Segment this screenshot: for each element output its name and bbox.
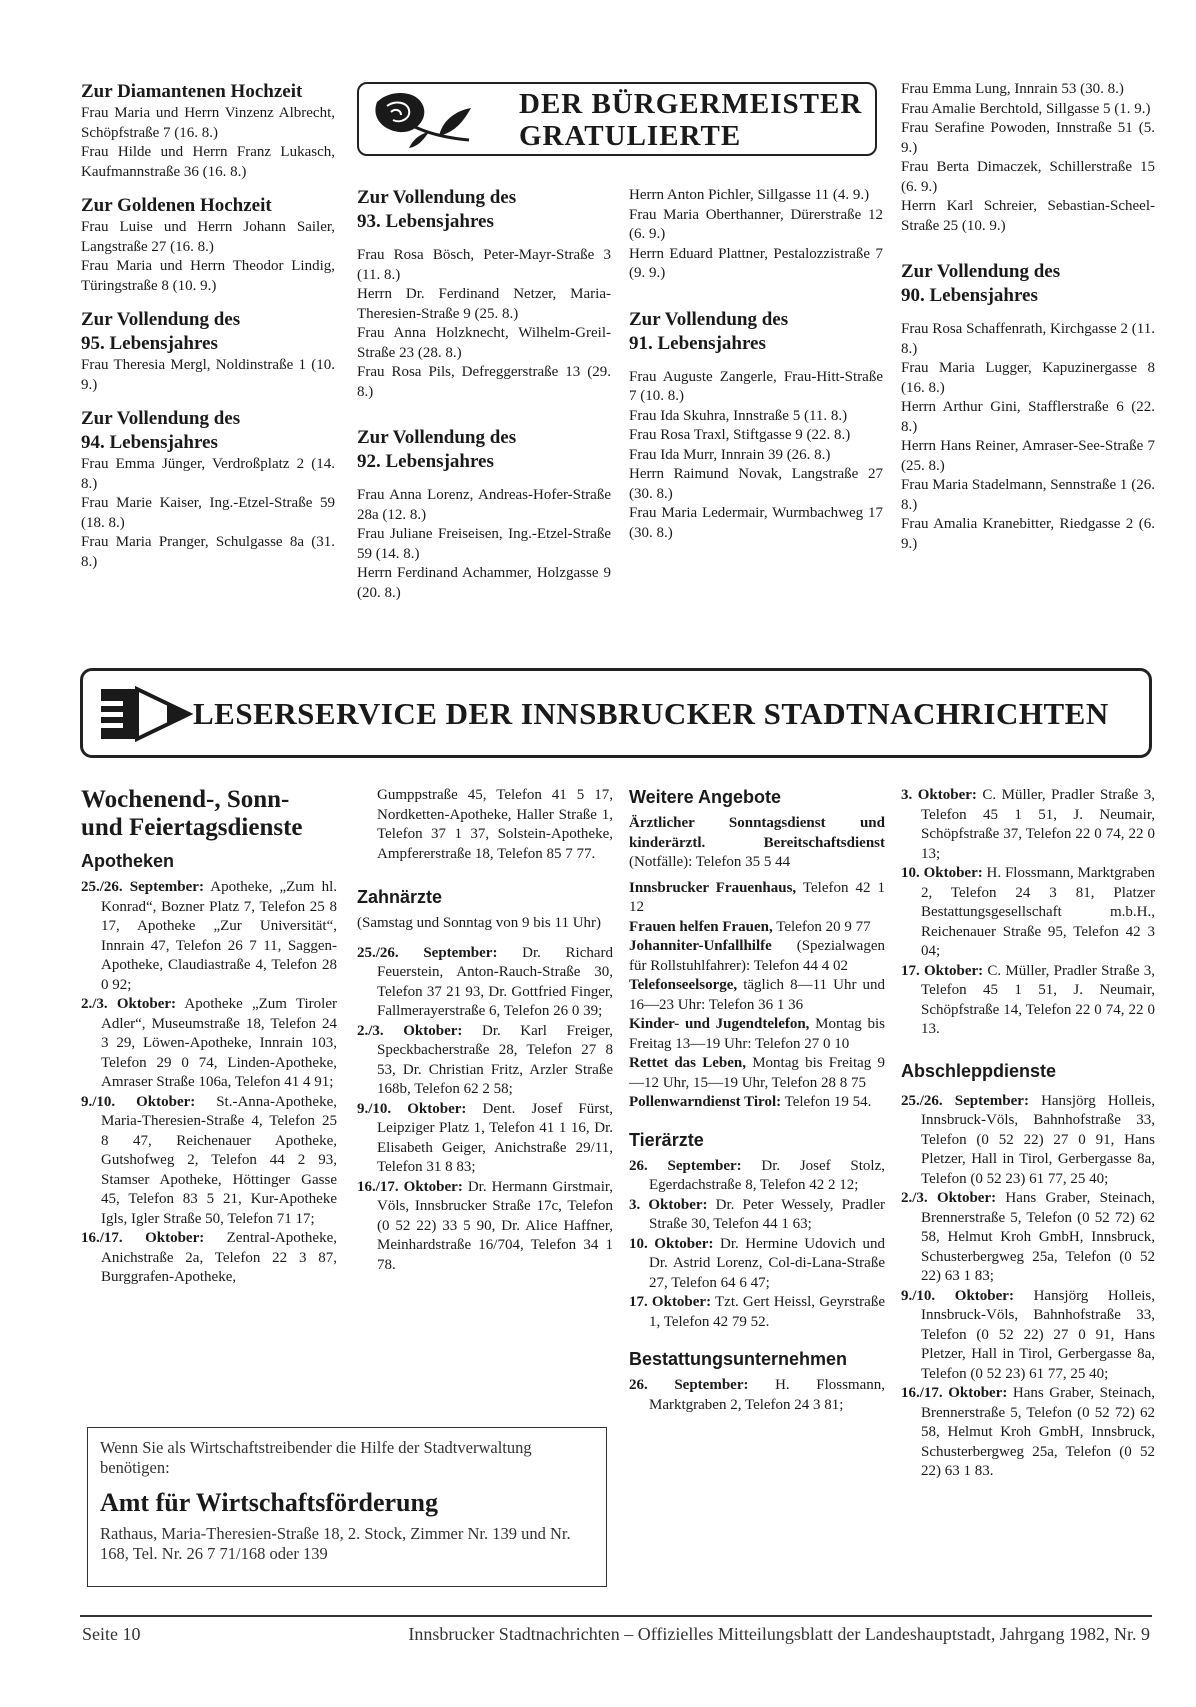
entry-text: Hansjörg Holleis, Innsbruck-Völs, Bahnhofstraße 33, Telefon (0 52 22) 27 0 91, Hans Pletzer, Hall in Tirol, Gerbergasse 8a, Telefon (0 52 23) 61 77, 25 40;	[921, 1092, 1155, 1187]
list-item: Frau Maria Stadelmann, Sennstraße 1 (26. 8.)	[901, 477, 1155, 513]
entry-text: Dr. Richard Feuerstein, Anton-Rauch-Straße 30, Telefon 37 21 93, Dr. Gottfried Finger, Fallmerayerstraße 6, Telefon 26 0 39;	[377, 944, 614, 1019]
date-label: 10. Oktober:	[901, 865, 983, 881]
date-label: 25./26. September:	[357, 944, 498, 961]
list-item	[81, 1229, 337, 1288]
entry-text: Hans Graber, Steinach, Brennerstraße 5, Telefon (0 52 72) 62 58, Helmut Kroh GmbH, Innsbruck, Schusterbergweg 25a, Telefon (0 52 22) 63 1 83;	[921, 1190, 1156, 1284]
section-heading: Zur Vollendung des	[81, 309, 241, 330]
item-label: Telefonseelsorge,	[629, 977, 738, 993]
list-item: Frau Maria und Herrn Vinzenz Albrecht, Schöpfstraße 7 (16. 8.)	[81, 105, 335, 141]
list-item	[901, 786, 1155, 864]
list-item: Frau Maria Pranger, Schulgasse 8a (31. 8.)	[81, 534, 335, 570]
list-item	[81, 995, 337, 1093]
leserservice-banner	[80, 668, 1152, 758]
service-column-3	[629, 786, 885, 1415]
list-item	[629, 1376, 885, 1415]
list-item: Frau Ida Skuhra, Innstraße 5 (11. 8.)	[629, 407, 848, 424]
list-item: Frau Luise und Herrn Johann Sailer, Langstraße 27 (16. 8.)	[81, 219, 335, 255]
list-item: Frau Marie Kaiser, Ing.-Etzel-Straße 59 (18. 8.)	[81, 495, 335, 531]
title-line-2: GRATULIERTE	[519, 120, 742, 152]
date-label: 26. September:	[629, 1377, 749, 1393]
entry-text: Tzt. Gert Heissl, Geyrstraße 1, Telefon 42 79 52.	[649, 1294, 885, 1330]
entry-text: Apotheke „Zum Tiroler Adler“, Museumstraße 18, Telefon 24 3 29, Löwen-Apotheke, Innrain 103, Telefon 29 0 74, Linden-Apotheke, Amraser Straße 106a, Telefon 41 4 91;	[101, 996, 338, 1090]
date-label: 9./10. Oktober:	[901, 1287, 1014, 1304]
list-item	[629, 1196, 885, 1235]
list-item: Frau Emma Jünger, Verdroßplatz 2 (14. 8.)	[81, 456, 335, 492]
date-label: 9./10. Oktober:	[81, 1093, 196, 1110]
date-label: 25./26. September:	[901, 1092, 1029, 1109]
list-item: Herrn Eduard Plattner, Pestalozzistraße 7 (9. 9.)	[629, 245, 883, 281]
entry-text: H. Flossmann, Marktgraben 2, Telefon 24 3 81, Platzer Bestattungsgesellschaft m.b.H., Reichenauer Straße 95, Telefon 42 3 04;	[921, 865, 1155, 959]
list-item	[81, 878, 337, 995]
list-item: Frau Amalia Kranebitter, Riedgasse 2 (6. 9.)	[901, 516, 1155, 552]
section-heading: Zur Vollendung des	[901, 261, 1061, 282]
list-item: Herrn Raimund Novak, Langstraße 27 (30. 8.)	[629, 466, 883, 502]
entry-text: Dr. Josef Stolz, Egerdachstraße 8, Telefon 42 2 12;	[649, 1157, 885, 1193]
section-title	[81, 786, 337, 842]
entry-text: H. Flossmann, Marktgraben 2, Telefon 24 3 81;	[649, 1377, 885, 1413]
service-column-2	[357, 786, 613, 1275]
entry-text: Telefon 19 54.	[781, 1094, 872, 1110]
entry-text: Dent. Josef Fürst, Leipziger Platz 1, Telefon 41 1 16, Dr. Elisabeth Geiger, Anichstraße 29/11, Telefon 31 8 83;	[377, 1100, 614, 1175]
entry-text: (Notfälle): Telefon 35 5 44	[629, 854, 791, 870]
gratulation-title-box	[357, 82, 877, 160]
subsection-heading: Weitere Angebote	[629, 787, 782, 807]
note: (Samstag und Sonntag von 9 bis 11 Uhr)	[357, 915, 602, 931]
section-heading: Zur Diamantenen Hochzeit	[81, 81, 303, 102]
entry-text: täglich 8—11 Uhr und 16—23 Uhr: Telefon 36 1 36	[629, 977, 885, 1013]
list-item	[901, 1092, 1155, 1190]
column-2	[357, 186, 611, 603]
list-item	[357, 1022, 613, 1100]
box-address: Rathaus, Maria-Theresien-Straße 18, 2. Stock, Zimmer Nr. 139 und Nr. 168, Tel. Nr. 26 7 71/168 oder 139	[100, 1524, 571, 1563]
item-label: Rettet das Leben,	[629, 1055, 746, 1071]
date-label: 2./3. Oktober:	[901, 1190, 997, 1206]
list-item	[357, 1178, 613, 1276]
entry-text: Dr. Karl Freiger, Speckbacherstraße 28, Telefon 27 8 53, Dr. Christian Fritz, Arzler Straße 168b, Telefon 62 2 58;	[377, 1022, 613, 1097]
list-item: Herrn Ferdinand Achammer, Holzgasse 9 (20. 8.)	[357, 565, 611, 601]
section-heading: Zur Vollendung des	[629, 308, 789, 330]
date-label: 10. Oktober:	[629, 1235, 714, 1252]
list-item: Frau Anna Holzknecht, Wilhelm-Greil-Straße 23 (28. 8.)	[357, 325, 611, 361]
entry-text: Dr. Hermann Girstmair, Völs, Innsbrucker Straße 17c, Telefon (0 52 22) 33 5 90, Dr. Alice Haffner, Meinhardstraße 16/704, Telefon 34 1 78.	[377, 1178, 614, 1273]
box-title: Amt für Wirtschaftsförderung	[100, 1488, 438, 1517]
list-item: Herrn Karl Schreier, Sebastian-Scheel-Straße 25 (10. 9.)	[901, 198, 1155, 234]
item-label: Innsbrucker Frauenhaus,	[629, 879, 797, 896]
banner-title: LESERSERVICE DER INNSBRUCKER STADTNACHRICHTEN	[193, 696, 1109, 731]
list-item: Frau Emma Lung, Innrain 53 (30. 8.)	[901, 81, 1124, 97]
list-item: Frau Maria und Herrn Theodor Lindig, Türingstraße 8 (10. 9.)	[81, 258, 335, 294]
list-item	[357, 944, 613, 1022]
list-item: Frau Theresia Mergl, Noldinstraße 1 (10. 9.)	[81, 357, 335, 393]
list-item: Herrn Anton Pichler, Sillgasse 11 (4. 9.)	[629, 187, 870, 203]
date-label: 3. Oktober:	[901, 787, 977, 803]
date-label: 9./10. Oktober:	[357, 1100, 467, 1117]
list-item	[629, 814, 885, 873]
box-intro: Wenn Sie als Wirtschaftstreibender die Hilfe der Stadtverwaltung benötigen:	[100, 1438, 532, 1477]
subsection-heading: Tierärzte	[629, 1129, 704, 1150]
list-item	[629, 937, 885, 976]
entry-text: C. Müller, Pradler Straße 3, Telefon 45 1 51, J. Neumair, Schöpfstraße 37, Telefon 22 0 74, 22 0 13;	[921, 787, 1155, 862]
section-heading: 91. Lebensjahres	[629, 332, 766, 354]
item-label: Johanniter-Unfallhilfe	[629, 938, 772, 954]
list-item: Frau Rosa Traxl, Stiftgasse 9 (22. 8.)	[629, 427, 851, 443]
pencil-logo-icon	[97, 683, 193, 745]
entry-text: Telefon 20 9 77	[772, 918, 871, 935]
date-label: 25./26. September:	[81, 879, 204, 895]
item-label: Pollenwarndienst Tirol:	[629, 1094, 782, 1110]
date-label: 16./17. Oktober:	[357, 1178, 463, 1195]
list-item: Frau Serafine Powoden, Innstraße 51 (5. 9.)	[901, 120, 1155, 156]
list-item	[629, 1093, 885, 1113]
list-item: Frau Rosa Pils, Defreggerstraße 13 (29. 8.)	[357, 364, 611, 400]
list-item: Herrn Hans Reiner, Amraser-See-Straße 7 (25. 8.)	[901, 438, 1155, 474]
entry-text: Montag bis Freitag 13—19 Uhr: Telefon 27 0 10	[629, 1016, 885, 1052]
list-item: Frau Berta Dimaczek, Schillerstraße 15 (6. 9.)	[901, 159, 1155, 195]
section-heading: 90. Lebensjahres	[901, 285, 1038, 306]
date-label: 26. September:	[629, 1157, 742, 1174]
subsection-heading: Bestattungsunternehmen	[629, 1349, 848, 1369]
item-label: Frauen helfen Frauen,	[629, 918, 773, 935]
list-item	[629, 1235, 885, 1294]
list-item	[901, 1189, 1155, 1287]
date-label: 16./17. Oktober:	[81, 1230, 205, 1246]
section-heading: 95. Lebensjahres	[81, 333, 218, 354]
list-item: Frau Juliane Freiseisen, Ing.-Etzel-Straße 59 (14. 8.)	[357, 526, 611, 562]
title-line-1: DER BÜRGERMEISTER	[519, 88, 863, 120]
entry-text: Apotheke, „Zum hl. Konrad“, Bozner Platz 7, Telefon 25 8 17, Apotheke „Zur Universität“, Innrain 47, Telefon 26 7 11, Saggen-Apotheke, Claudiastraße 4, Telefon 28 0 92;	[101, 879, 337, 993]
list-item: Frau Rosa Bösch, Peter-Mayr-Straße 3 (11. 8.)	[357, 247, 611, 283]
list-item	[901, 864, 1155, 962]
date-label: 17. Oktober:	[629, 1294, 712, 1310]
entry-text: St.-Anna-Apotheke, Maria-Theresien-Straße 4, Telefon 25 8 47, Reichenauer Apotheke, Gutshofweg 2, Telefon 44 2 93, Stamser Apotheke, Höttinger Gasse 45, Telefon 83 5 21, Kur-Apotheke Igls, Igler Straße 50, Telefon 71 17;	[101, 1093, 338, 1227]
list-item: Frau Amalie Berchtold, Sillgasse 5 (1. 9.)	[901, 100, 1151, 117]
list-item: Frau Anna Lorenz, Andreas-Hofer-Straße 28a (12. 8.)	[357, 487, 611, 523]
title-line: Wochenend-, Sonn-	[81, 786, 290, 813]
list-item: Frau Hilde und Herrn Franz Lukasch, Kaufmannstraße 36 (16. 8.)	[81, 144, 335, 180]
item-label: Ärztlicher Sonntagsdienst und kinderärztl. Bereitschaftsdienst	[629, 815, 885, 851]
publication-line: Innsbrucker Stadtnachrichten – Offizielles Mitteilungsblatt der Landeshauptstadt, Jahrgang 1982, Nr. 9	[408, 1624, 1150, 1644]
date-label: 3. Oktober:	[629, 1196, 708, 1213]
list-item	[629, 1054, 885, 1093]
section-heading: Zur Vollendung des	[81, 408, 241, 429]
section-heading: 92. Lebensjahres	[357, 451, 494, 472]
page-number: Seite 10	[82, 1624, 141, 1644]
list-item	[357, 1100, 613, 1178]
list-item: Frau Maria Lugger, Kapuzinergasse 8 (16. 8.)	[901, 360, 1155, 396]
list-item	[629, 1015, 885, 1054]
date-label: 16./17. Oktober:	[901, 1385, 1008, 1401]
entry-text: (Spezialwagen für Rollstuhlfahrer): Telefon 44 4 02	[629, 938, 885, 974]
list-item: Herrn Dr. Ferdinand Netzer, Maria-Theresien-Straße 9 (25. 8.)	[357, 286, 611, 322]
entry-text: Hans Graber, Steinach, Brennerstraße 5, Telefon (0 52 72) 62 58, Helmut Kroh GmbH, Innsbruck, Schusterbergweg 25a, Telefon (0 52 22) 63 1 83.	[921, 1385, 1156, 1479]
column-3	[629, 186, 883, 543]
list-item	[629, 879, 885, 918]
list-item	[629, 1293, 885, 1332]
amt-wirtschaftsfoerderung-box	[87, 1427, 607, 1587]
item-label: Kinder- und Jugendtelefon,	[629, 1016, 810, 1032]
entry-text: Montag bis Freitag 9—12 Uhr, 15—19 Uhr, Telefon 28 8 75	[629, 1055, 885, 1091]
list-item: Frau Ida Murr, Innrain 39 (26. 8.)	[629, 446, 831, 463]
column-1	[81, 80, 335, 572]
list-item: Frau Maria Oberthanner, Dürerstraße 12 (6. 9.)	[629, 206, 883, 242]
section-heading: Zur Vollendung des	[357, 187, 517, 208]
date-label: 2./3. Oktober:	[81, 996, 177, 1012]
list-item	[629, 976, 885, 1015]
entry-text: Zentral-Apotheke, Anichstraße 2a, Telefon 22 3 87, Burggrafen-Apotheke,	[101, 1230, 338, 1285]
subsection-heading: Zahnärzte	[357, 887, 443, 907]
list-item	[901, 1384, 1155, 1482]
service-column-1	[81, 786, 337, 1288]
section-heading: 94. Lebensjahres	[81, 432, 218, 453]
list-item	[629, 918, 885, 938]
title-line: und Feiertagsdienste	[81, 814, 303, 841]
date-label: 2./3. Oktober:	[357, 1022, 463, 1039]
list-item	[629, 1157, 885, 1196]
entry-text: Hansjörg Holleis, Innsbruck-Völs, Bahnhofstraße 33, Telefon (0 52 22) 27 0 91, Hans Pletzer, Hall in Tirol, Gerbergasse 8a, Telefon (0 52 23) 61 77, 25 40;	[921, 1287, 1155, 1382]
section-heading: Zur Goldenen Hochzeit	[81, 195, 272, 216]
subsection-heading: Apotheken	[81, 851, 175, 871]
column-4	[901, 80, 1155, 554]
entry-text: Dr. Hermine Udovich und Dr. Astrid Lorenz, Col-di-Lana-Straße 27, Telefon 64 6 47;	[649, 1235, 885, 1291]
list-item: Herrn Arthur Gini, Stafflerstraße 6 (22. 8.)	[901, 399, 1155, 435]
subsection-heading: Abschleppdienste	[901, 1060, 1057, 1081]
rose-icon	[369, 88, 479, 150]
service-column-4	[901, 786, 1155, 1482]
list-item: Frau Maria Ledermair, Wurmbachweg 17 (30. 8.)	[629, 505, 883, 541]
list-item: Frau Rosa Schaffenrath, Kirchgasse 2 (11. 8.)	[901, 321, 1155, 357]
section-heading: Zur Vollendung des	[357, 427, 517, 448]
date-label: 17. Oktober:	[901, 962, 984, 979]
entry-text: Dr. Peter Wessely, Pradler Straße 30, Telefon 44 1 63;	[649, 1196, 885, 1232]
entry-text: Telefon 42 1 12	[629, 879, 885, 915]
list-item	[901, 962, 1155, 1040]
entry-text: C. Müller, Pradler Straße 3, Telefon 45 1 51, J. Neumair, Schöpfstraße 14, Telefon 22 0 74, 22 0 13.	[921, 962, 1155, 1037]
list-item	[901, 1287, 1155, 1385]
list-item: Frau Auguste Zangerle, Frau-Hitt-Straße 7 (10. 8.)	[629, 368, 883, 404]
list-item	[81, 1093, 337, 1230]
list-item: Gumppstraße 45, Telefon 41 5 17, Nordketten-Apotheke, Haller Straße 1, Telefon 37 1 37, Solstein-Apotheke, Ampfererstraße 18, Telefon 85 7 77.	[377, 787, 613, 862]
section-heading: 93. Lebensjahres	[357, 211, 494, 232]
footer-divider	[80, 1615, 1152, 1617]
